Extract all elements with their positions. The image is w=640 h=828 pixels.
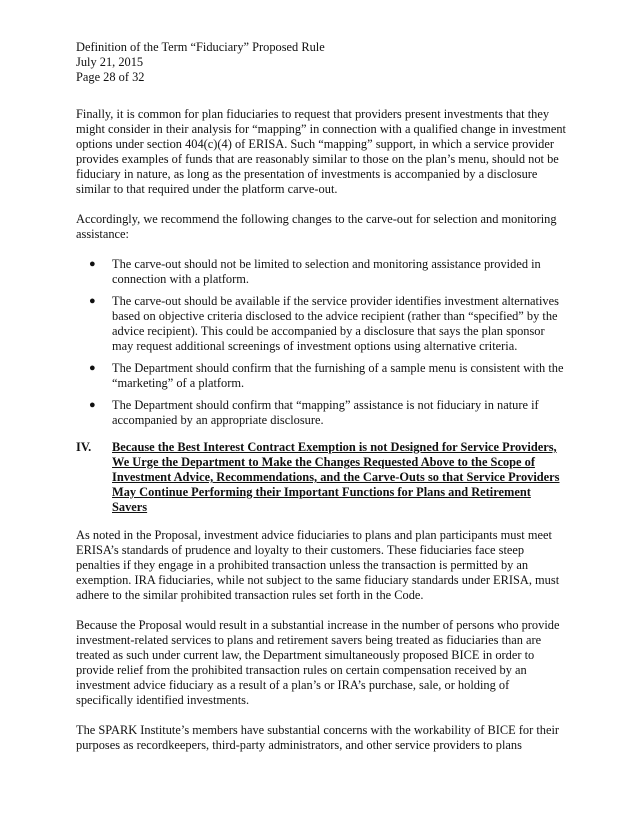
recommendation-list (76, 257, 568, 428)
paragraph-bice-relief: Because the Proposal would result in a substantial increase in the number of persons who provide investment-related services to plans and retirement savers being treated as fiduciaries than are treated as such under current law, the Department simultaneously proposed BICE in order to provide relief from the prohibited transaction rules on certain compensation received by an investment advice fiduciary as a result of a plan’s or IRA’s purchase, sale, or holding of specifically identified investments. (76, 618, 560, 707)
paragraph-recommendations-intro: Accordingly, we recommend the following changes to the carve-out for selection and monitoring assistance: (76, 212, 557, 241)
list-item (76, 257, 568, 287)
paragraph-fiduciary-standards: As noted in the Proposal, investment advice fiduciaries to plans and plan participants must meet ERISA’s standards of prudence and loyalty to their customers. These fiduciaries face steep penalties if they engage in a prohibited transaction unless the transaction is permitted by an exemption. IRA fiduciaries, while not subject to the same fiduciary standards under ERISA, must adhere to the similar prohibited transaction rules set forth in the Code. (76, 528, 560, 602)
list-item-text: The carve-out should not be limited to selection and monitoring assistance provided in connection with a platform. (112, 257, 541, 286)
paragraph-spark-concerns: The SPARK Institute’s members have substantial concerns with the workability of BICE for their purposes as recordkeepers, third-party administrators, and other service providers to plans (76, 723, 560, 752)
page-header (76, 40, 556, 85)
list-item (76, 294, 568, 354)
list-item-text: The carve-out should be available if the service provider identifies investment alternatives based on objective criteria disclosed to the advice recipient (rather than “specified” by the advice recipient). This could be accompanied by a disclosure that says the plan sponsor may request additional screenings of investment options using alternative criteria. (112, 294, 559, 353)
section-title: Because the Best Interest Contract Exemption is not Designed for Service Providers, We Urge the Department to Make the Changes Requested Above to the Scope of Investment Advice, Recommendations, and the Carve-Outs so that Service Providers May Continue Performing their Important Functions for Plans and Retirement Savers (112, 440, 560, 514)
bullet-icon: ● (89, 362, 96, 374)
bullet-icon: ● (89, 399, 96, 411)
bullet-icon: ● (89, 258, 96, 270)
list-item (76, 398, 568, 428)
list-item-text: The Department should confirm that the furnishing of a sample menu is consistent with the “marketing” of a platform. (112, 361, 564, 390)
section-heading (76, 440, 568, 515)
list-item-text: The Department should confirm that “mapping” assistance is not fiduciary in nature if accompanied by an appropriate disclosure. (112, 398, 539, 427)
document-body (76, 107, 568, 768)
header-title: Definition of the Term “Fiduciary” Proposed Rule (76, 40, 325, 54)
header-date: July 21, 2015 (76, 55, 144, 69)
section-number: IV. (76, 440, 92, 454)
list-item (76, 361, 568, 391)
header-page-number: Page 28 of 32 (76, 70, 145, 84)
paragraph-mapping: Finally, it is common for plan fiduciaries to request that providers present investments that they might consider in their analysis for “mapping” in connection with a qualified change in investment options under section 404(c)(4) of ERISA. Such “mapping” support, in which a service provider provides examples of funds that are reasonably similar to those on the plan’s menu, should not be fiduciary in nature, as long as the presentation of investments is accompanied by a disclosure similar to that required under the platform carve-out. (76, 107, 566, 196)
bullet-icon: ● (89, 295, 96, 307)
